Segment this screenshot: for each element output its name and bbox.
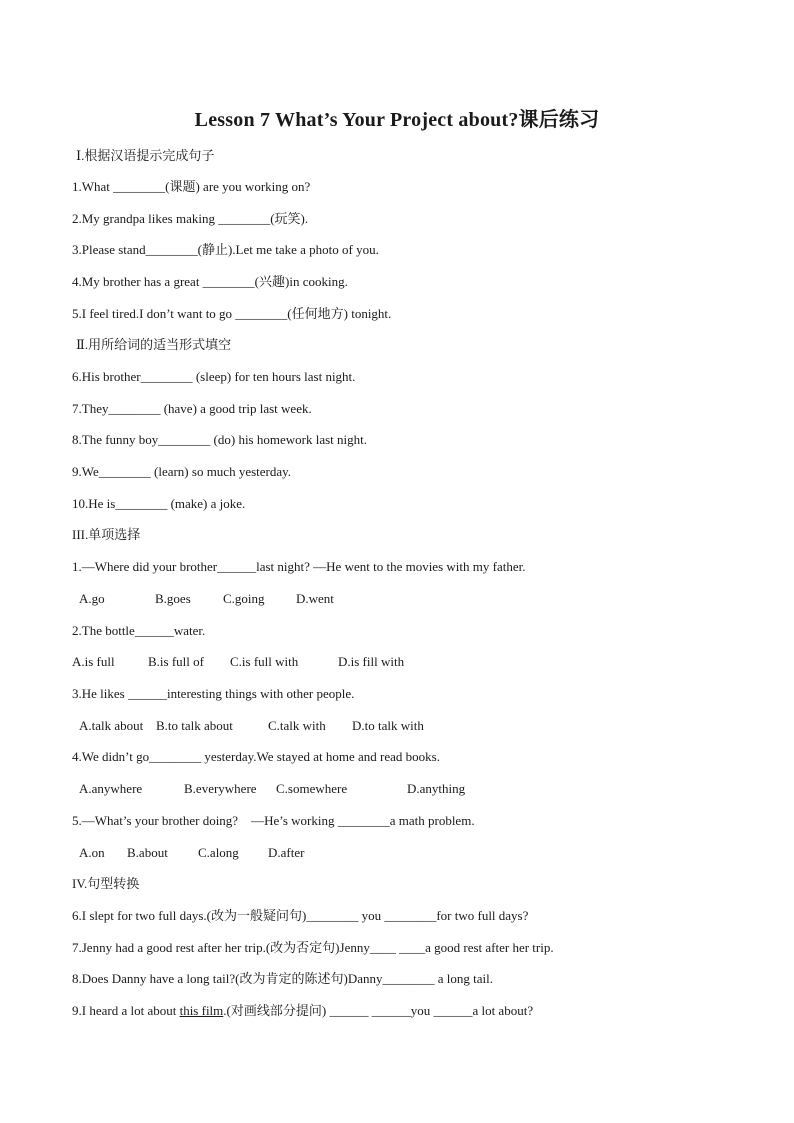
section-4-item-6: 6.I slept for two full days.(改为一般疑问句)________ you ________for two full days?: [72, 908, 529, 923]
section-1-item-3: 3.Please stand________(静止).Let me take a photo of you.: [72, 242, 379, 257]
section-1-item-1: 1.What ________(课题) are you working on?: [72, 179, 311, 194]
mc-question-3-options: [0, 718, 794, 734]
mc-option: A.anywhere: [79, 781, 143, 796]
section-1-item-5: 5.I feel tired.I don’t want to go ________(任何地方) tonight.: [72, 306, 392, 321]
item-9-suffix: .(对画线部分提问) ______ ______you ______a lot about?: [223, 1003, 534, 1018]
mc-option: C.is full with: [230, 654, 299, 669]
mc-option: D.went: [296, 591, 334, 606]
section-3-heading: III.单项选择: [72, 527, 141, 542]
mc-question-4-options: [0, 781, 794, 797]
mc-option: B.everywhere: [184, 781, 257, 796]
mc-option: D.after: [268, 845, 305, 860]
mc-question-3: 3.He likes ______interesting things with other people.: [72, 686, 355, 701]
mc-option: A.on: [79, 845, 105, 860]
section-2-item-7: 7.They________ (have) a good trip last week.: [72, 401, 312, 416]
section-2-item-8: 8.The funny boy________ (do) his homework last night.: [72, 432, 367, 447]
section-4-item-8: 8.Does Danny have a long tail?(改为肯定的陈述句)Danny________ a long tail.: [72, 971, 493, 986]
section-4-item-9: [72, 1003, 533, 1019]
mc-option: B.is full of: [148, 654, 204, 669]
section-2-heading: Ⅱ.用所给词的适当形式填空: [76, 337, 232, 352]
mc-option: D.anything: [407, 781, 466, 796]
mc-option: C.along: [198, 845, 239, 860]
mc-option: A.is full: [72, 654, 115, 669]
mc-question-1: 1.—Where did your brother______last night? —He went to the movies with my father.: [72, 559, 526, 574]
section-4-heading: IV.句型转换: [72, 876, 140, 891]
mc-question-5: 5.—What’s your brother doing? —He’s working ________a math problem.: [72, 813, 475, 828]
mc-option: A.talk about: [79, 718, 144, 733]
mc-option: B.to talk about: [156, 718, 233, 733]
mc-option: B.goes: [155, 591, 191, 606]
mc-option: A.go: [79, 591, 105, 606]
mc-option: C.going: [223, 591, 265, 606]
mc-option: C.somewhere: [276, 781, 348, 796]
mc-question-2: 2.The bottle______water.: [72, 623, 206, 638]
mc-option: D.to talk with: [352, 718, 424, 733]
mc-option: D.is fill with: [338, 654, 405, 669]
section-1-item-4: 4.My brother has a great ________(兴趣)in cooking.: [72, 274, 348, 289]
mc-option: B.about: [127, 845, 168, 860]
section-1-heading: Ⅰ.根据汉语提示完成句子: [76, 148, 215, 163]
section-2-item-6: 6.His brother________ (sleep) for ten hours last night.: [72, 369, 356, 384]
mc-question-4: 4.We didn’t go________ yesterday.We stayed at home and read books.: [72, 749, 440, 764]
item-9-prefix: 9.I heard a lot about: [72, 1003, 180, 1018]
section-2-item-9: 9.We________ (learn) so much yesterday.: [72, 464, 292, 479]
mc-option: C.talk with: [268, 718, 326, 733]
section-4-item-7: 7.Jenny had a good rest after her trip.(改为否定句)Jenny____ ____a good rest after her trip.: [72, 940, 554, 955]
mc-question-1-options: [0, 591, 794, 607]
section-2-item-10: 10.He is________ (make) a joke.: [72, 496, 246, 511]
mc-question-2-options: [0, 654, 794, 670]
section-1-item-2: 2.My grandpa likes making ________(玩笑).: [72, 211, 309, 226]
page-title: Lesson 7 What’s Your Project about?课后练习: [194, 109, 600, 131]
mc-question-5-options: [0, 845, 794, 861]
underlined-phrase: this film: [179, 1003, 224, 1018]
